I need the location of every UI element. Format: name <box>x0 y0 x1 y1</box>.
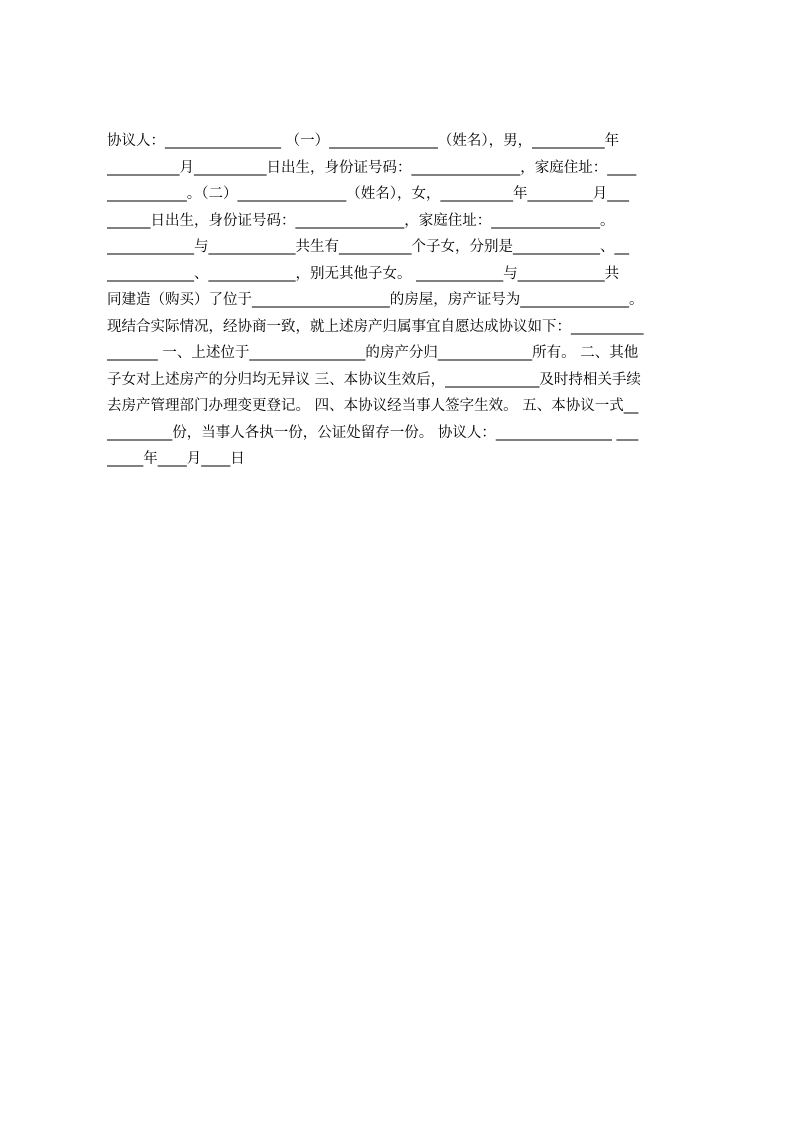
document-line <box>107 340 697 367</box>
line-text: ____________与____________共生有__________个子女，分别是____________、__ <box>107 239 629 255</box>
document-line <box>107 446 697 473</box>
document-line <box>107 261 697 288</box>
line-text: 去房产管理部门办理变更登记。 四、本协议经当事人签字生效。 五、本协议一式__ <box>107 398 639 414</box>
line-text: ___________。（二）_______________（姓名），女，__________年_________月___ <box>107 186 629 202</box>
document-line <box>107 181 697 208</box>
document-line <box>107 234 697 261</box>
line-text: __________月__________日出生，身份证号码：_______________，家庭住址：____ <box>107 159 637 176</box>
line-text: 子女对上述房产的分归均无异议 三、本协议生效后，_____________及时持相关手续 <box>107 371 641 388</box>
document-line <box>107 367 697 394</box>
line-text: 现结合实际情况，经协商一致，就上述房产归属事宜自愿达成协议如下：__________ <box>107 318 644 335</box>
line-text: _________份，当事人各执一份，公证处留存一份。 协议人：________________ ___ <box>107 424 639 441</box>
line-text: 协议人：________________ （一）_______________（姓名），男，__________年 <box>107 133 620 149</box>
line-text: 同建造（购买）了位于___________________的房屋，房产证号为_______________。 <box>107 292 644 308</box>
document-line <box>107 393 697 420</box>
line-text: ______日出生，身份证号码：_______________，家庭住址：_______________。 <box>107 212 615 229</box>
line-text: ____________、____________，别无其他子女。 ____________与____________共 <box>107 265 620 282</box>
document-line <box>107 420 697 447</box>
document-line <box>107 314 697 341</box>
document-line <box>107 155 697 182</box>
document-line <box>107 287 697 314</box>
agreement-document <box>107 128 697 473</box>
document-line <box>107 128 697 155</box>
line-text: _______ 一、上述位于________________的房产分归_____________所有。 二、其他 <box>107 345 639 361</box>
line-text: _____年____月____日 <box>107 451 245 467</box>
document-line <box>107 208 697 235</box>
